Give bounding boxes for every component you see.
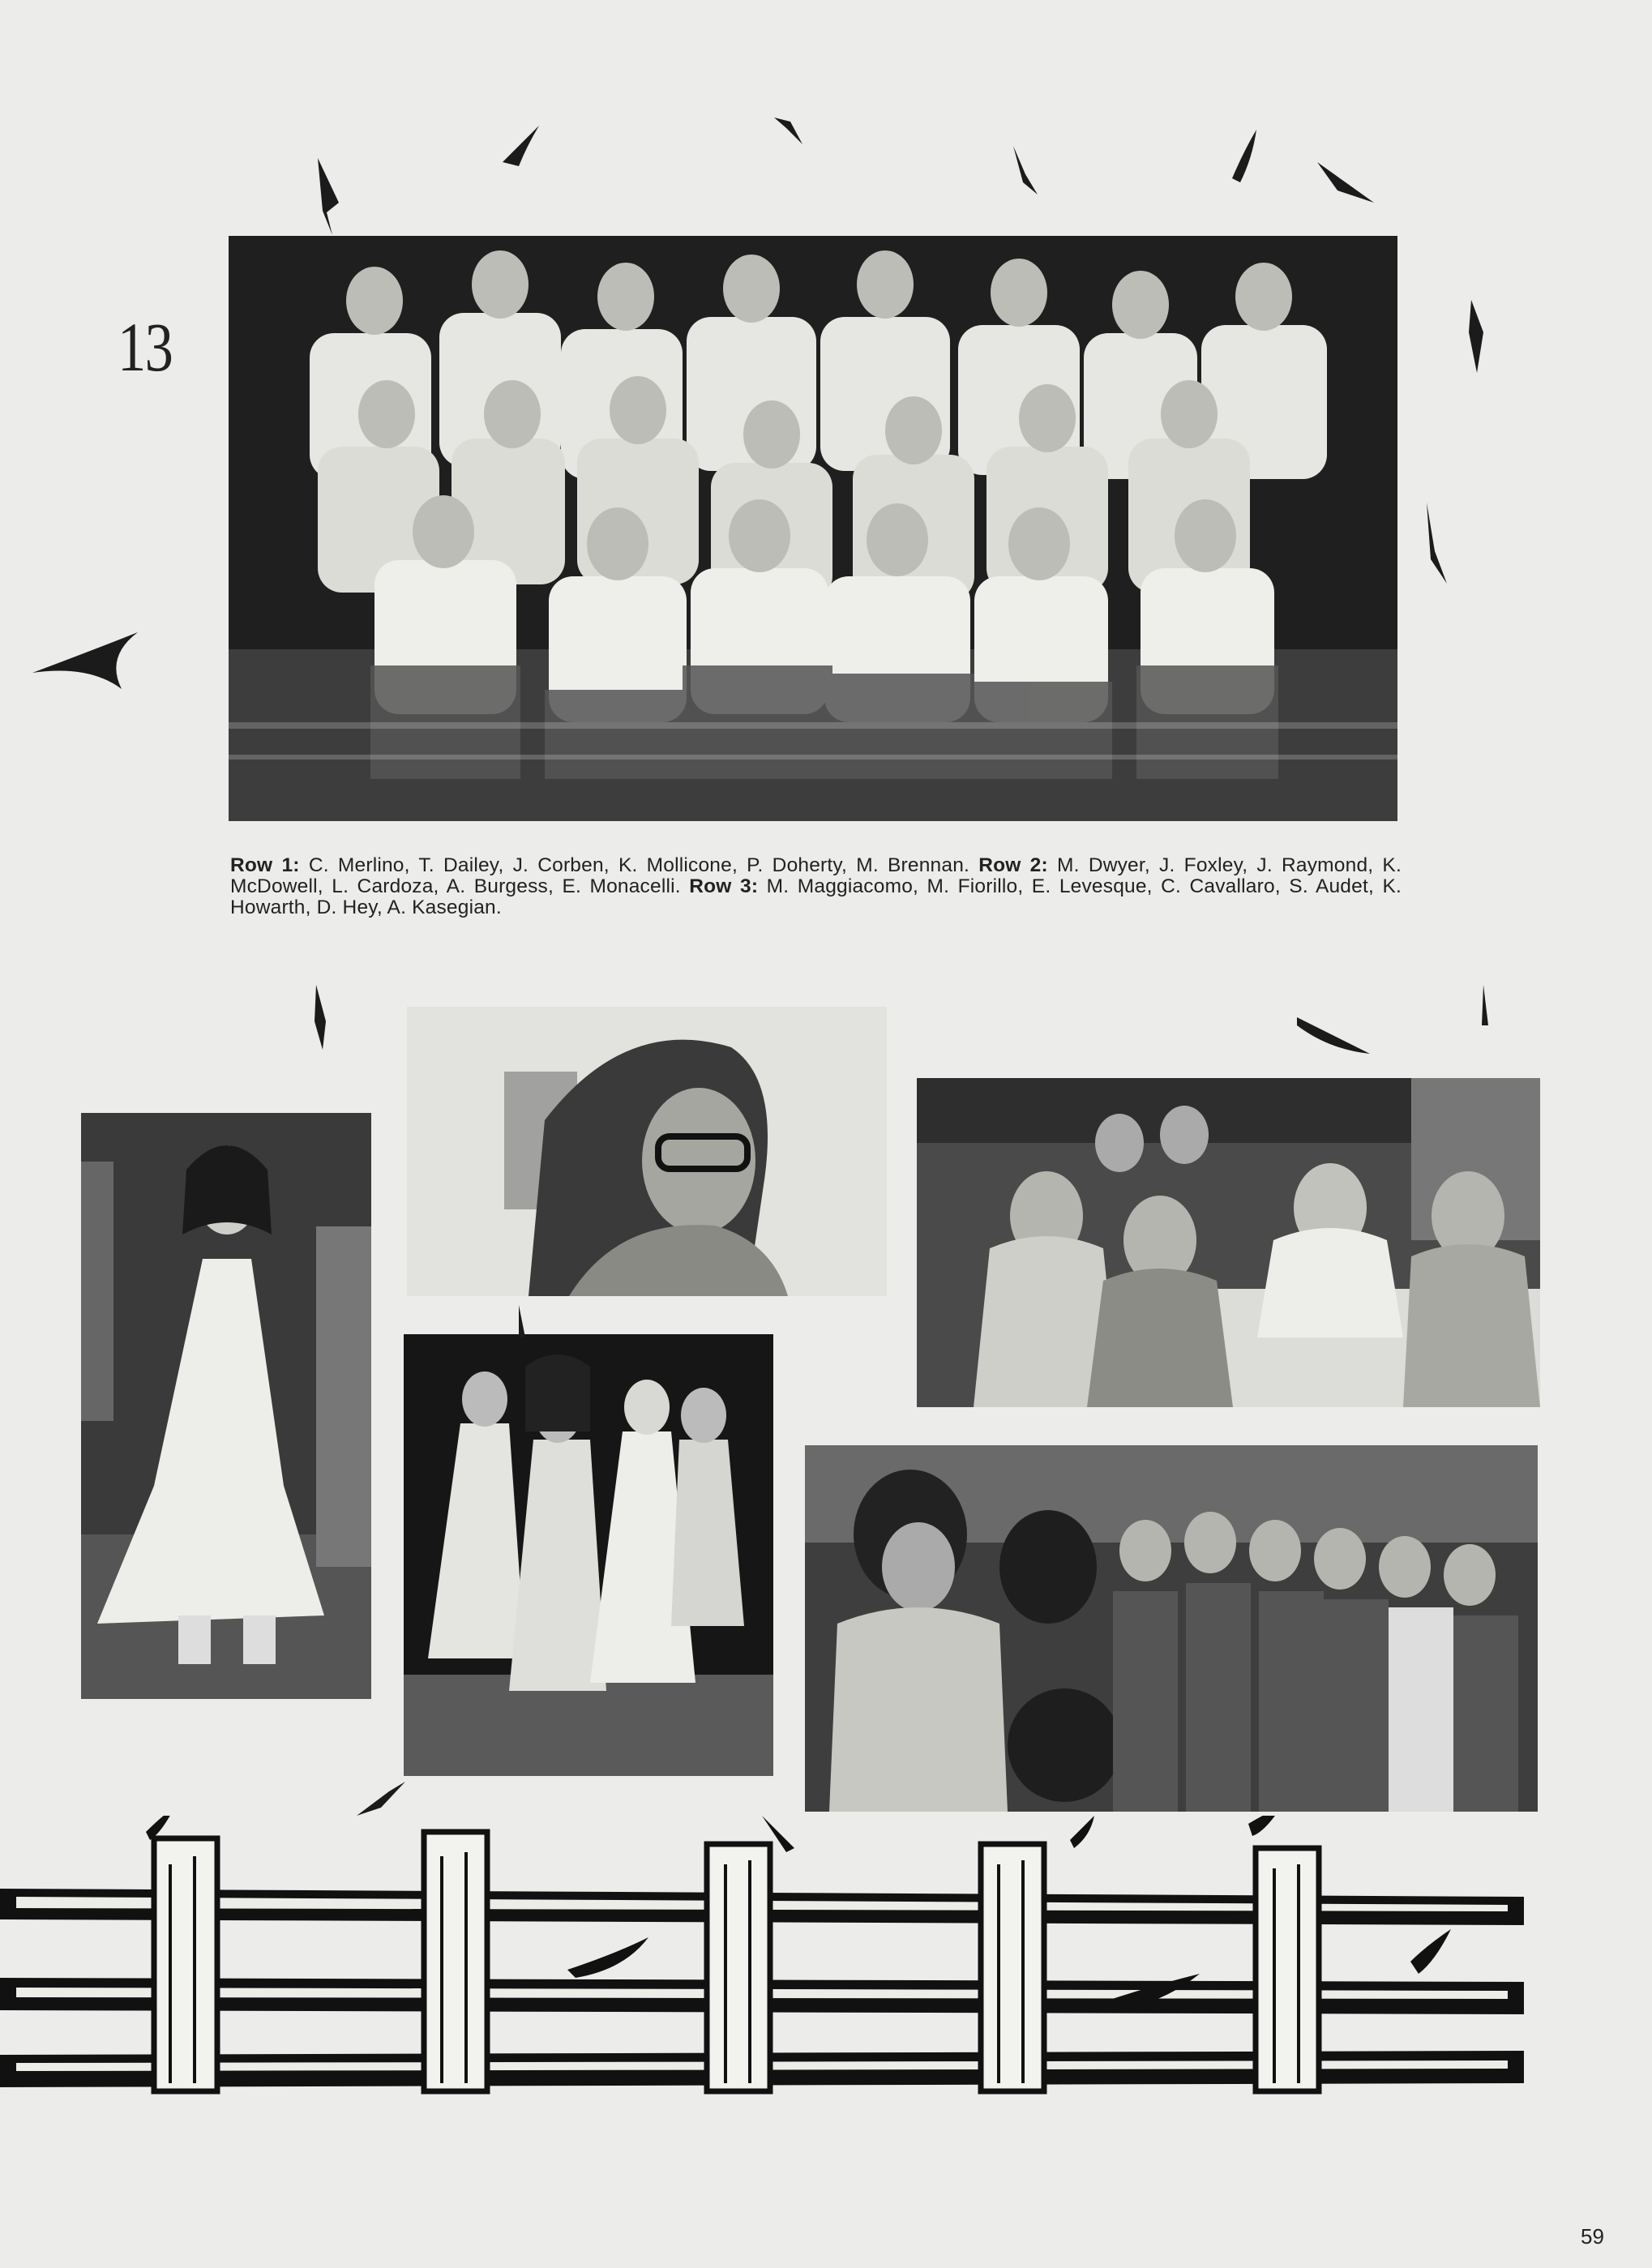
row3-label: Row 3: xyxy=(689,875,759,897)
fence-illustration xyxy=(0,1816,1524,2099)
row1-names: C. Merlino, T. Dailey, J. Corben, K. Mollicone, P. Doherty, M. Brennan. xyxy=(299,854,979,876)
candid-photo-choir xyxy=(805,1445,1538,1812)
row2-names: M. Dwyer, J. Foxley, J. Raymond, K. McDowell, L. Cardoza, A. Burgess, E. Monacelli. xyxy=(230,854,1402,897)
row3-names: M. Maggiacomo, M. Fiorillo, E. Levesque, C. Cavallaro, S. Audet, K. Howarth, D. Hey, A. Kasegian. xyxy=(230,875,1402,918)
homeroom-number: 13 xyxy=(118,308,173,386)
page-number: 59 xyxy=(1581,2224,1604,2249)
group-photo xyxy=(229,236,1397,821)
candid-photo-portrait xyxy=(407,1007,887,1296)
candid-photo-classroom xyxy=(917,1078,1540,1407)
group-photo-caption xyxy=(230,855,1402,918)
row1-label: Row 1: xyxy=(230,854,300,876)
row2-label: Row 2: xyxy=(978,854,1048,876)
candid-photo-dancer xyxy=(81,1113,371,1699)
candid-photo-stage-dancers xyxy=(404,1334,773,1776)
